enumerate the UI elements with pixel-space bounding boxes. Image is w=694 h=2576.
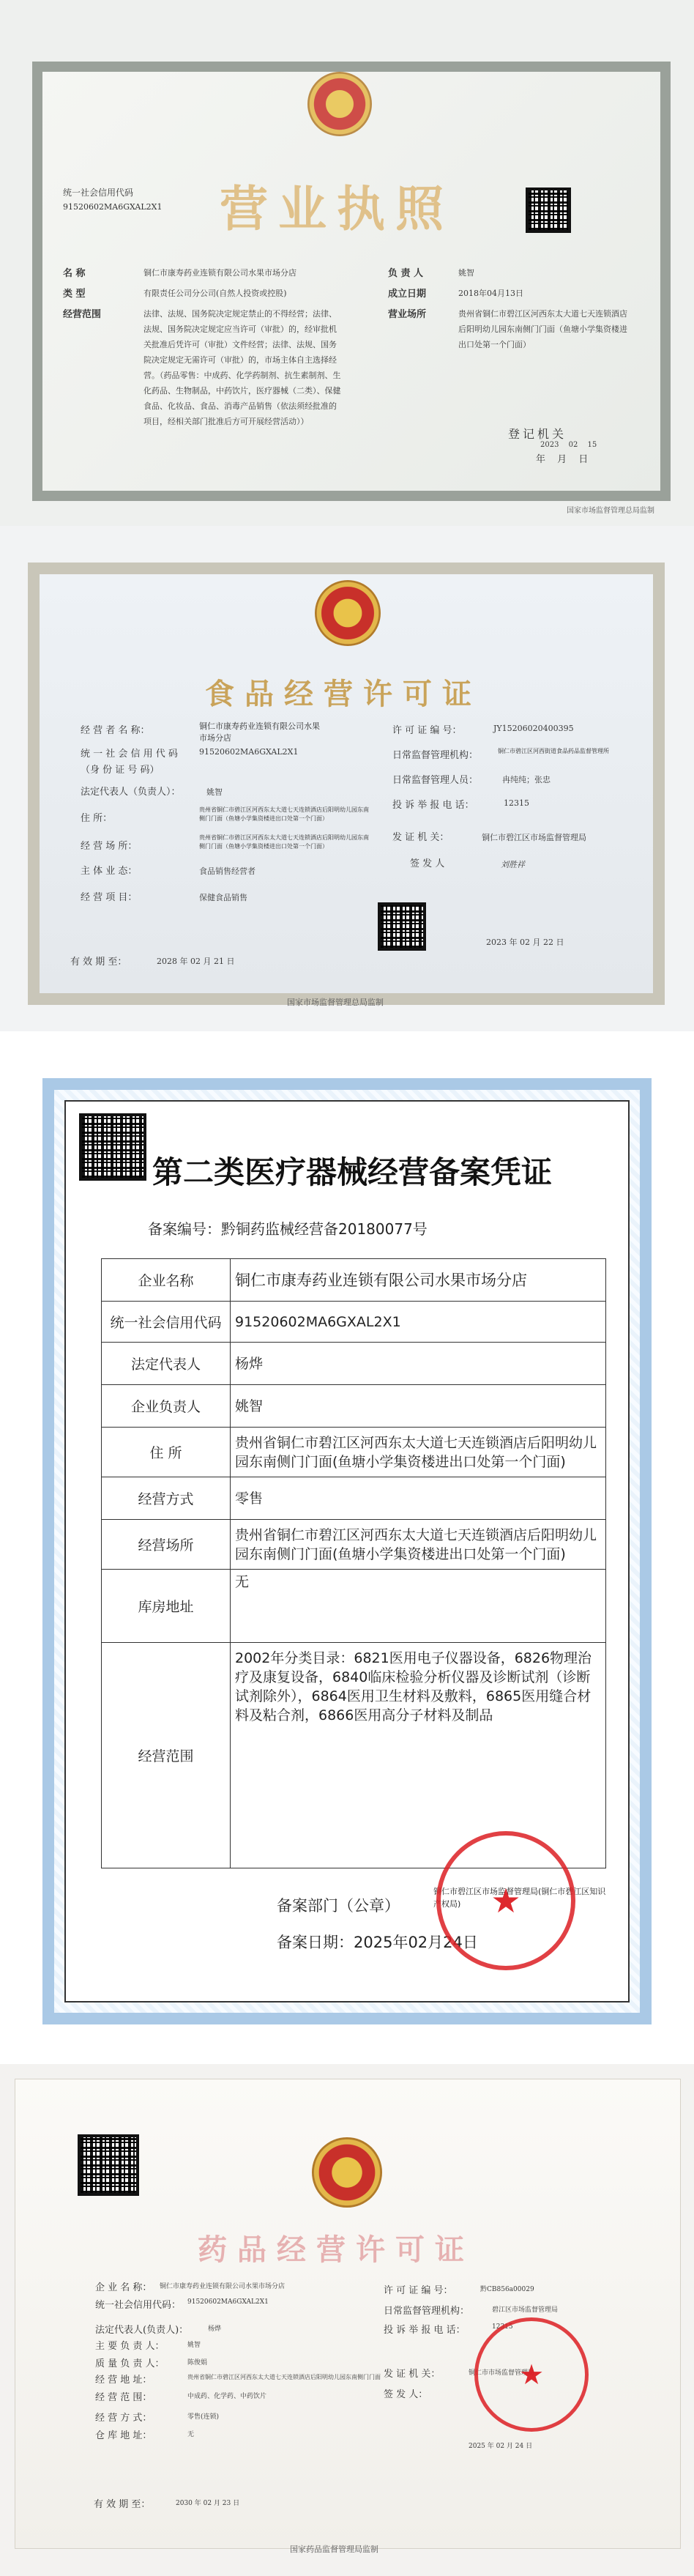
signer-label: 签 发 人： (384, 2389, 428, 2400)
record-dept-value: 铜仁市碧江区市场监督管理局(铜仁市碧江区知识产权局) (433, 1887, 606, 1909)
store-value: 无 (187, 2431, 195, 2438)
row-key: 企业名称 (102, 1259, 231, 1302)
legal-label: 法定代表人（负责人）： (81, 787, 181, 798)
main-label: 主 要 负 责 人： (95, 2341, 165, 2352)
signer-label: 签 发 人 (410, 858, 445, 869)
issue-date: 2023 02 15 (540, 441, 597, 449)
record-title: 第二类医疗器械经营备案凭证 (152, 1154, 553, 1190)
credit-value: 91520602MA6GXAL2X1 (199, 747, 299, 757)
credit-label: 统一社会信用代码： (95, 2300, 182, 2311)
permit-value: JY15206020400395 (493, 724, 574, 733)
table-row (102, 1259, 606, 1302)
row-value: 无 (231, 1570, 606, 1643)
mode-label: 经 营 方 式： (95, 2413, 152, 2424)
hotline-value: 12315 (504, 798, 529, 808)
record-number: 备案编号：黔铜药监械经营备20180077号 (148, 1220, 428, 1238)
qr-code-icon (79, 1113, 146, 1181)
items-value: 保健食品销售 (199, 893, 247, 902)
row-value: 杨烨 (231, 1343, 606, 1385)
rep-label: 法定代表人(负责人)： (95, 2325, 189, 2336)
subject-value: 食品销售经营者 (199, 866, 255, 876)
residence-label: 住 所： (81, 813, 113, 824)
staff-value: 冉纯纯；张忠 (502, 775, 551, 784)
rep-value: 姚智 (458, 268, 474, 278)
record-dept-label: 备案部门（公章） (277, 1897, 400, 1915)
company-label: 企 业 名 称： (95, 2282, 152, 2293)
credit-sub-label: （身 份 证 号 码） (81, 765, 160, 776)
credit-code-value: 91520602MA6GXAL2X1 (63, 202, 163, 212)
quality-label: 质 量 负 责 人： (95, 2358, 165, 2369)
qr-code-icon (526, 188, 571, 233)
date-units: 年 月 日 (536, 454, 589, 465)
row-value: 91520602MA6GXAL2X1 (231, 1302, 606, 1343)
table-row (102, 1428, 606, 1477)
national-emblem-icon (307, 72, 372, 136)
credit-code-label: 统一社会信用代码 (63, 188, 134, 198)
issue-date: 2023 年 02 月 22 日 (486, 938, 564, 947)
staff-label: 日常监督管理人员： (392, 775, 479, 786)
store-label: 仓 库 地 址： (95, 2430, 152, 2441)
table-row (102, 1385, 606, 1428)
mode-value: 零售(连锁) (187, 2413, 220, 2421)
official-seal-icon (474, 2317, 589, 2432)
national-emblem-icon (312, 2137, 382, 2208)
hotline-label: 投 诉 举 报 电 话： (392, 800, 474, 811)
record-table (101, 1258, 606, 1868)
record-date: 备案日期：2025年02月24日 (277, 1934, 478, 1951)
national-emblem-icon (315, 580, 381, 646)
credit-label: 统 一 社 会 信 用 代 码 (81, 749, 178, 760)
dept-label: 日常监督管理机构： (392, 750, 479, 761)
qr-code-icon (78, 2134, 139, 2196)
legal-value: 姚智 (206, 787, 223, 797)
row-key: 经营场所 (102, 1520, 231, 1570)
address-label: 营业场所 (388, 309, 427, 320)
drug-license-photo (0, 2064, 694, 2576)
issuer-value: 铜仁市碧江区市场监督管理局 (482, 833, 586, 842)
type-label: 类 型 (63, 289, 86, 300)
permit-no-value: 黔CB856a00029 (480, 2286, 534, 2293)
name-value: 铜仁市康寿药业连锁有限公司水果市场分店 (143, 268, 296, 278)
address-label: 经 营 地 址： (95, 2375, 152, 2386)
address-value: 贵州省铜仁市碧江区河西东太大道七天连锁酒店后阳明幼儿园东南侧门门面（鱼塘小学集资楼进出口处第一个门面） (458, 309, 627, 349)
row-key: 经营方式 (102, 1477, 231, 1520)
valid-value: 2030 年 02 月 23 日 (176, 2500, 240, 2507)
daily-value: 碧江区市场监督管理局 (492, 2306, 559, 2314)
valid-label: 有 效 期 至： (94, 2499, 151, 2510)
food-license-title: 食品经营许可证 (205, 677, 482, 711)
daily-label: 日常监督管理机构： (384, 2306, 470, 2317)
food-license-photo (0, 526, 694, 1031)
row-value: 铜仁市康寿药业连锁有限公司水果市场分店 (231, 1259, 606, 1302)
signer-value: 刘胜祥 (501, 860, 525, 869)
row-key: 库房地址 (102, 1570, 231, 1643)
permit-label: 许 可 证 编 号： (392, 725, 462, 736)
scope-label: 经 营 范 围： (95, 2392, 152, 2403)
official-seal-icon (436, 1831, 575, 1970)
table-row (102, 1302, 606, 1343)
license2-footer: 国家市场监督管理总局监制 (287, 998, 384, 1007)
row-key: 统一社会信用代码 (102, 1302, 231, 1343)
seal-star-icon: ★ (518, 2358, 545, 2391)
authority-label: 登记机关 (508, 427, 567, 441)
main-value: 姚智 (187, 2342, 201, 2349)
table-row (102, 1343, 606, 1385)
valid-label: 有 效 期 至： (70, 957, 127, 968)
operator-value: 铜仁市康寿药业连锁有限公司水果市场分店 (199, 721, 320, 743)
issuer-label: 发 证 机 关： (384, 2369, 441, 2380)
credit-value: 91520602MA6GXAL2X1 (187, 2298, 269, 2306)
rep-label: 负 责 人 (388, 268, 424, 279)
quality-value: 陈俊娟 (187, 2359, 208, 2367)
license1-footer: 国家市场监督管理总局监制 (567, 507, 654, 515)
qr-code-icon (378, 902, 426, 951)
permit-no-label: 许 可 证 编 号： (384, 2285, 453, 2296)
row-value: 贵州省铜仁市碧江区河西东太大道七天连锁酒店后阳明幼儿园东南侧门门面(鱼塘小学集资楼进出口处第一个门面) (231, 1428, 606, 1477)
place-value: 贵州省铜仁市碧江区河西东太大道七天连锁酒店后阳明幼儿园东南侧门门面（鱼塘小学集资楼进出口处第一个门面） (199, 834, 369, 850)
scope-label: 经营范围 (63, 309, 102, 320)
items-label: 经 营 项 目： (81, 892, 138, 903)
license3-footer: 国家药品监督管理局监制 (290, 2545, 378, 2554)
scope-text: 法律、法规、国务院决定规定禁止的不得经营；法律、法规、国务院决定规定应当许可（审批）的，经审批机关批准后凭许可（审批）文件经营；法律、法规、国务院决定规定无需许可（审批）的，市场主体自主选择经营。（药品零售：中成药、化学药制剂、抗生素制剂、生化药品、生物制品，中药饮片，医疗器械（二类）、保健食品、化妆品、食品、消毒产品销售（依法须经批准的项目，经相关部门批准后方可开展经营活动）） (143, 309, 341, 426)
name-label: 名 称 (63, 268, 86, 279)
issue-date: 2025 年 02 月 24 日 (469, 2443, 533, 2450)
row-value: 贵州省铜仁市碧江区河西东太大道七天连锁酒店后阳明幼儿园东南侧门门面(鱼塘小学集资楼进出口处第一个门面) (231, 1520, 606, 1570)
row-key: 住 所 (102, 1428, 231, 1477)
scope-value: 中成药、化学药、中药饮片 (187, 2393, 267, 2400)
row-value: 零售 (231, 1477, 606, 1520)
license-title: 营业执照 (220, 180, 454, 237)
date-label: 成立日期 (388, 289, 427, 300)
seal-star-icon: ★ (490, 1881, 521, 1920)
table-row (102, 1520, 606, 1570)
valid-value: 2028 年 02 月 21 日 (157, 957, 235, 966)
issuer-label: 发 证 机 关： (392, 832, 449, 843)
row-key: 企业负责人 (102, 1385, 231, 1428)
drug-license-title: 药品经营许可证 (198, 2232, 474, 2267)
place-label: 经 营 场 所： (81, 841, 138, 852)
report-label: 投 诉 举 报 电 话： (384, 2325, 466, 2336)
row-key: 法定代表人 (102, 1343, 231, 1385)
row-value: 姚智 (231, 1385, 606, 1428)
address-value: 贵州省铜仁市碧江区河西东太大道七天连锁酒店后阳明幼儿园东南侧门门面 (187, 2374, 381, 2380)
subject-label: 主 体 业 态： (81, 866, 138, 877)
date-value: 2018年04月13日 (458, 289, 523, 298)
table-row (102, 1570, 606, 1643)
dept-value: 铜仁市碧江区河西街道食品药品监督管理所 (498, 748, 609, 754)
table-row (102, 1477, 606, 1520)
row-value: 2002年分类目录：6821医用电子仪器设备，6826物理治疗及康复设备，6840临床检验分析仪器及诊断试剂（诊断试剂除外），6864医用卫生材料及敷料，6865医用缝合材料及粘合剂，6866医用高分子材料及制品 (231, 1643, 606, 1868)
issuer-value: 铜仁市市场监督管理局 (469, 2369, 535, 2377)
residence-value: 贵州省铜仁市碧江区河西东太大道七天连锁酒店后阳明幼儿园东南侧门门面（鱼塘小学集资楼进出口处第一个门面） (199, 806, 369, 822)
row-key: 经营范围 (102, 1643, 231, 1868)
type-value: 有限责任公司分公司(自然人投资或控股) (143, 289, 287, 298)
company-value: 铜仁市康寿药业连锁有限公司水果市场分店 (160, 2283, 286, 2290)
rep-value: 杨烨 (208, 2326, 222, 2333)
operator-label: 经 营 者 名 称： (81, 725, 150, 736)
report-value: 12315 (492, 2323, 513, 2331)
table-row (102, 1643, 606, 1868)
business-license-photo (0, 0, 694, 526)
